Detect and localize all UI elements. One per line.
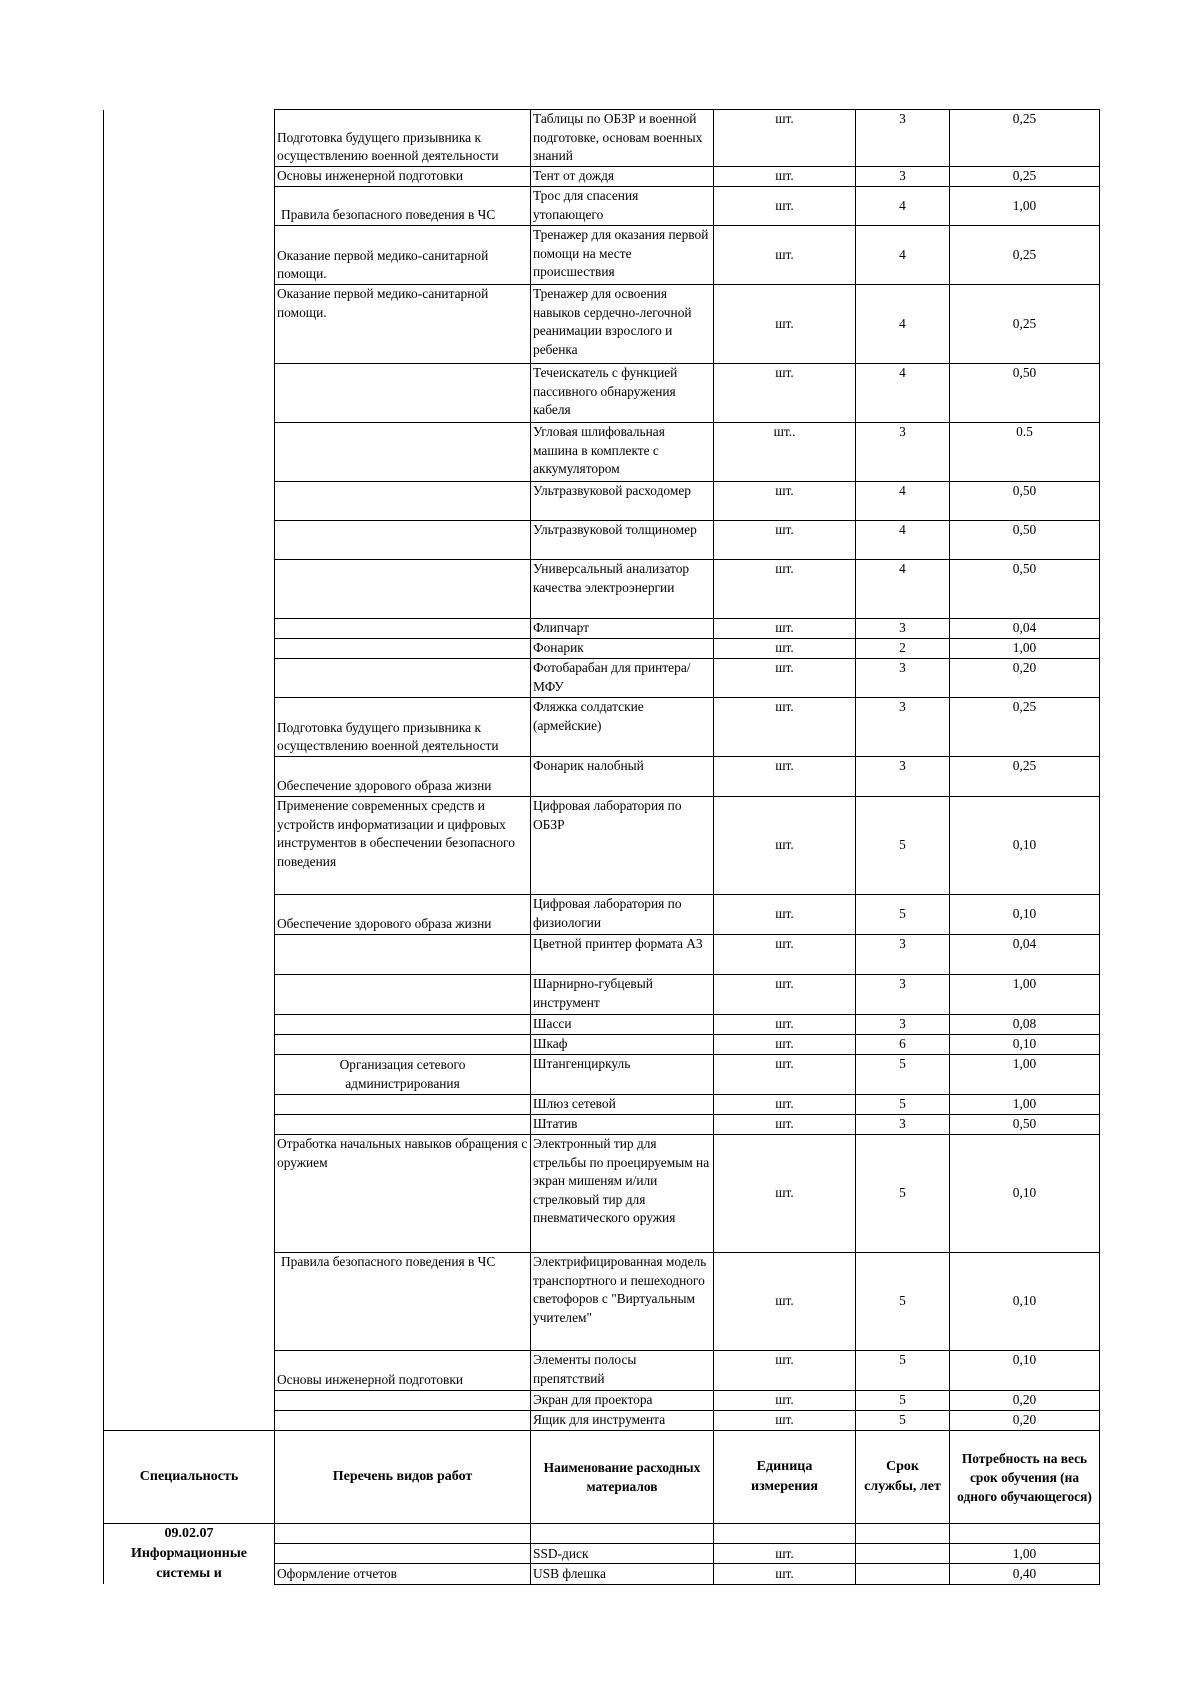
need-cell: 0,50 bbox=[950, 482, 1100, 521]
unit-cell: шт. bbox=[714, 482, 856, 521]
materials-table bbox=[103, 109, 1100, 1585]
unit-cell: шт. bbox=[714, 1035, 856, 1055]
work-type-cell bbox=[275, 1411, 531, 1431]
service-life-cell: 5 bbox=[856, 1391, 950, 1411]
unit-cell: шт. bbox=[714, 1095, 856, 1115]
need-cell: 1,00 bbox=[950, 1095, 1100, 1115]
work-type-cell: Оказание первой медико-санитарной помощи. bbox=[275, 226, 531, 285]
need-cell: 0,04 bbox=[950, 619, 1100, 639]
need-cell: 0,40 bbox=[950, 1564, 1100, 1584]
need-cell: 0,20 bbox=[950, 659, 1100, 698]
unit-cell: шт. bbox=[714, 1564, 856, 1584]
need-cell: 0,50 bbox=[950, 364, 1100, 423]
work-type-cell: Оказание первой медико-санитарной помощи. bbox=[275, 285, 531, 364]
item-name-cell bbox=[531, 1524, 714, 1544]
work-type-cell bbox=[275, 1115, 531, 1135]
need-cell: 1,00 bbox=[950, 187, 1100, 226]
unit-cell: шт. bbox=[714, 560, 856, 619]
item-name-cell: Флипчарт bbox=[531, 619, 714, 639]
service-life-cell: 4 bbox=[856, 482, 950, 521]
need-cell: 0,20 bbox=[950, 1391, 1100, 1411]
service-life-cell: 5 bbox=[856, 895, 950, 935]
unit-cell: шт. bbox=[714, 1391, 856, 1411]
need-cell: 1,00 bbox=[950, 1055, 1100, 1095]
service-life-cell bbox=[856, 1544, 950, 1564]
unit-cell: шт.. bbox=[714, 423, 856, 482]
unit-cell: шт. bbox=[714, 639, 856, 659]
need-cell: 0,25 bbox=[950, 110, 1100, 167]
unit-cell: шт. bbox=[714, 1544, 856, 1564]
work-type-cell bbox=[275, 1015, 531, 1035]
work-type-cell bbox=[275, 935, 531, 975]
unit-cell: шт. bbox=[714, 187, 856, 226]
service-life-cell: 4 bbox=[856, 226, 950, 285]
unit-cell: шт. bbox=[714, 1411, 856, 1431]
unit-cell: шт. bbox=[714, 285, 856, 364]
work-type-cell: Отработка начальных навыков обращения с оружием bbox=[275, 1135, 531, 1253]
need-cell bbox=[950, 1524, 1100, 1544]
item-name-cell: Элементы полосы препятствий bbox=[531, 1351, 714, 1391]
unit-cell: шт. bbox=[714, 895, 856, 935]
service-life-cell: 5 bbox=[856, 1351, 950, 1391]
work-type-cell bbox=[275, 1391, 531, 1411]
unit-cell: шт. bbox=[714, 1055, 856, 1095]
unit-cell bbox=[714, 1524, 856, 1544]
unit-cell: шт. bbox=[714, 521, 856, 560]
item-name-cell: Тент от дождя bbox=[531, 167, 714, 187]
item-name-cell: Фонарик bbox=[531, 639, 714, 659]
service-life-cell: 3 bbox=[856, 757, 950, 797]
need-cell: 0,50 bbox=[950, 560, 1100, 619]
service-life-cell: 4 bbox=[856, 364, 950, 423]
work-type-cell bbox=[275, 1524, 531, 1544]
work-type-cell bbox=[275, 975, 531, 1015]
item-name-cell: Штангенциркуль bbox=[531, 1055, 714, 1095]
item-name-cell: Электрифицированная модель транспортного и пешеходного светофоров с "Виртуальным учителем" bbox=[531, 1253, 714, 1351]
unit-cell: шт. bbox=[714, 619, 856, 639]
need-cell: 0,50 bbox=[950, 1115, 1100, 1135]
specialty-column-blank bbox=[104, 110, 275, 1431]
service-life-cell: 3 bbox=[856, 698, 950, 757]
item-name-cell: Цифровая лаборатория по ОБЗР bbox=[531, 797, 714, 895]
item-name-cell: Трос для спасения утопающего bbox=[531, 187, 714, 226]
service-life-cell: 3 bbox=[856, 659, 950, 698]
unit-cell: шт. bbox=[714, 1351, 856, 1391]
work-type-cell bbox=[275, 1544, 531, 1564]
unit-cell: шт. bbox=[714, 757, 856, 797]
need-cell: 0,10 bbox=[950, 1253, 1100, 1351]
unit-cell: шт. bbox=[714, 698, 856, 757]
item-name-cell: Электронный тир для стрельбы по проецируемым на экран мишеням и/или стрелковый тир для пневматического оружия bbox=[531, 1135, 714, 1253]
item-name-cell: Шарнирно-губцевый инструмент bbox=[531, 975, 714, 1015]
service-life-cell: 3 bbox=[856, 1015, 950, 1035]
service-life-cell: 3 bbox=[856, 110, 950, 167]
header-consumables: Наименование расходных материалов bbox=[531, 1431, 714, 1524]
service-life-cell: 5 bbox=[856, 1135, 950, 1253]
service-life-cell: 4 bbox=[856, 187, 950, 226]
header-need: Потребность на весь срок обучения (на одного обучающегося) bbox=[950, 1431, 1100, 1524]
unit-cell: шт. bbox=[714, 364, 856, 423]
service-life-cell bbox=[856, 1524, 950, 1544]
item-name-cell: Фонарик налобный bbox=[531, 757, 714, 797]
need-cell: 0.5 bbox=[950, 423, 1100, 482]
item-name-cell: Штатив bbox=[531, 1115, 714, 1135]
unit-cell: шт. bbox=[714, 659, 856, 698]
work-type-cell: Организация сетевого администрирования bbox=[275, 1055, 531, 1095]
unit-cell: шт. bbox=[714, 975, 856, 1015]
service-life-cell bbox=[856, 1564, 950, 1584]
work-type-cell bbox=[275, 1095, 531, 1115]
need-cell: 1,00 bbox=[950, 1544, 1100, 1564]
item-name-cell: Фляжка солдатские (армейские) bbox=[531, 698, 714, 757]
unit-cell: шт. bbox=[714, 1135, 856, 1253]
table-row bbox=[104, 110, 1100, 167]
work-type-cell bbox=[275, 619, 531, 639]
table-header-row bbox=[104, 1431, 1100, 1524]
specialty-cell: 09.02.07 Информационные системы и bbox=[104, 1524, 275, 1585]
unit-cell: шт. bbox=[714, 935, 856, 975]
work-type-cell bbox=[275, 423, 531, 482]
work-type-cell: Оформление отчетов bbox=[275, 1564, 531, 1584]
service-life-cell: 5 bbox=[856, 1095, 950, 1115]
work-type-cell bbox=[275, 482, 531, 521]
service-life-cell: 3 bbox=[856, 619, 950, 639]
unit-cell: шт. bbox=[714, 797, 856, 895]
need-cell: 0,04 bbox=[950, 935, 1100, 975]
header-works: Перечень видов работ bbox=[275, 1431, 531, 1524]
unit-cell: шт. bbox=[714, 1253, 856, 1351]
item-name-cell: Экран для проектора bbox=[531, 1391, 714, 1411]
work-type-cell: Применение современных средств и устройств информатизации и цифровых инструментов в обеспечении безопасного поведения bbox=[275, 797, 531, 895]
service-life-cell: 5 bbox=[856, 1055, 950, 1095]
service-life-cell: 3 bbox=[856, 1115, 950, 1135]
work-type-cell: Обеспечение здорового образа жизни bbox=[275, 757, 531, 797]
item-name-cell: Фотобарабан для принтера/МФУ bbox=[531, 659, 714, 698]
item-name-cell: Ультразвуковой расходомер bbox=[531, 482, 714, 521]
work-type-cell: Подготовка будущего призывника к осуществлению военной деятельности bbox=[275, 698, 531, 757]
table-row bbox=[104, 1524, 1100, 1544]
item-name-cell: Ультразвуковой толщиномер bbox=[531, 521, 714, 560]
need-cell: 0,25 bbox=[950, 167, 1100, 187]
item-name-cell: Цифровая лаборатория по физиологии bbox=[531, 895, 714, 935]
item-name-cell: Шкаф bbox=[531, 1035, 714, 1055]
service-life-cell: 2 bbox=[856, 639, 950, 659]
need-cell: 0,50 bbox=[950, 521, 1100, 560]
work-type-cell bbox=[275, 521, 531, 560]
work-type-cell: Обеспечение здорового образа жизни bbox=[275, 895, 531, 935]
header-life: Срок службы, лет bbox=[856, 1431, 950, 1524]
item-name-cell: USB флешка bbox=[531, 1564, 714, 1584]
service-life-cell: 3 bbox=[856, 167, 950, 187]
item-name-cell: Цветной принтер формата А3 bbox=[531, 935, 714, 975]
unit-cell: шт. bbox=[714, 1015, 856, 1035]
need-cell: 0,10 bbox=[950, 1351, 1100, 1391]
header-unit: Единица измерения bbox=[714, 1431, 856, 1524]
item-name-cell: SSD-диск bbox=[531, 1544, 714, 1564]
work-type-cell bbox=[275, 364, 531, 423]
work-type-cell bbox=[275, 639, 531, 659]
work-type-cell bbox=[275, 659, 531, 698]
service-life-cell: 5 bbox=[856, 797, 950, 895]
item-name-cell: Универсальный анализатор качества электроэнергии bbox=[531, 560, 714, 619]
need-cell: 0,10 bbox=[950, 1035, 1100, 1055]
item-name-cell: Тренажер для оказания первой помощи на месте происшествия bbox=[531, 226, 714, 285]
need-cell: 0,25 bbox=[950, 226, 1100, 285]
need-cell: 1,00 bbox=[950, 639, 1100, 659]
unit-cell: шт. bbox=[714, 1115, 856, 1135]
work-type-cell: Подготовка будущего призывника к осуществлению военной деятельности bbox=[275, 110, 531, 167]
item-name-cell: Шасси bbox=[531, 1015, 714, 1035]
need-cell: 0,10 bbox=[950, 895, 1100, 935]
need-cell: 0,08 bbox=[950, 1015, 1100, 1035]
service-life-cell: 3 bbox=[856, 935, 950, 975]
need-cell: 0,10 bbox=[950, 1135, 1100, 1253]
need-cell: 1,00 bbox=[950, 975, 1100, 1015]
item-name-cell: Ящик для инструмента bbox=[531, 1411, 714, 1431]
service-life-cell: 5 bbox=[856, 1253, 950, 1351]
service-life-cell: 4 bbox=[856, 285, 950, 364]
item-name-cell: Таблицы по ОБЗР и военной подготовке, основам военных знаний bbox=[531, 110, 714, 167]
unit-cell: шт. bbox=[714, 110, 856, 167]
service-life-cell: 4 bbox=[856, 560, 950, 619]
need-cell: 0,20 bbox=[950, 1411, 1100, 1431]
item-name-cell: Тренажер для освоения навыков сердечно-легочной реанимации взрослого и ребенка bbox=[531, 285, 714, 364]
service-life-cell: 3 bbox=[856, 975, 950, 1015]
need-cell: 0,10 bbox=[950, 797, 1100, 895]
unit-cell: шт. bbox=[714, 226, 856, 285]
service-life-cell: 3 bbox=[856, 423, 950, 482]
unit-cell: шт. bbox=[714, 167, 856, 187]
work-type-cell: Основы инженерной подготовки bbox=[275, 1351, 531, 1391]
item-name-cell: Течеискатель с функцией пассивного обнаружения кабеля bbox=[531, 364, 714, 423]
work-type-cell: Правила безопасного поведения в ЧС bbox=[275, 1253, 531, 1351]
service-life-cell: 4 bbox=[856, 521, 950, 560]
item-name-cell: Угловая шлифовальная машина в комплекте с аккумулятором bbox=[531, 423, 714, 482]
service-life-cell: 6 bbox=[856, 1035, 950, 1055]
header-specialty: Специальность bbox=[104, 1431, 275, 1524]
work-type-cell: Основы инженерной подготовки bbox=[275, 167, 531, 187]
work-type-cell bbox=[275, 560, 531, 619]
work-type-cell: Правила безопасного поведения в ЧС bbox=[275, 187, 531, 226]
item-name-cell: Шлюз сетевой bbox=[531, 1095, 714, 1115]
service-life-cell: 5 bbox=[856, 1411, 950, 1431]
work-type-cell bbox=[275, 1035, 531, 1055]
need-cell: 0,25 bbox=[950, 757, 1100, 797]
need-cell: 0,25 bbox=[950, 285, 1100, 364]
need-cell: 0,25 bbox=[950, 698, 1100, 757]
